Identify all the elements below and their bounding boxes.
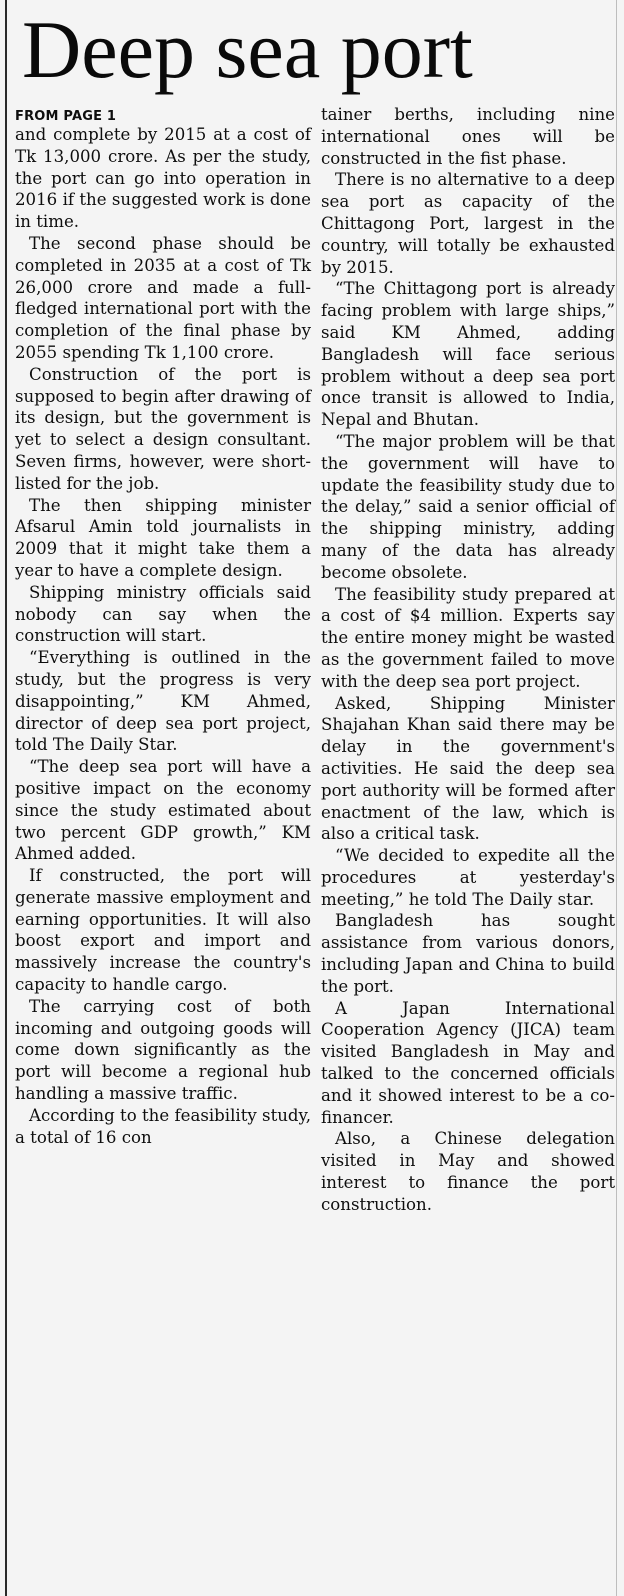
paragraph: Also, a Chinese delegation visited in May and showed interest to finance the port construction.	[321, 1129, 615, 1214]
paragraph: Bangladesh has sought assistance from various donors, including Japan and China to build the port.	[321, 911, 615, 996]
paragraph: tainer berths, including nine international ones will be constructed in the fist phase.	[321, 105, 615, 168]
paragraph: Asked, Shipping Minister Shajahan Khan said there may be delay in the government's activities. He said the deep sea port authority will be formed after enactment of the law, which is also a critical task.	[321, 693, 615, 844]
paragraph: “The deep sea port will have a positive impact on the economy since the study estimated about two percent GDP growth,” KM Ahmed added.	[15, 757, 311, 864]
paragraph: If constructed, the port will generate massive employment and earning opportunities. It will also boost export and import and massively increase the country's capacity to handle cargo.	[15, 866, 311, 995]
column-rule-left	[5, 0, 7, 1596]
continuation-kicker: FROM PAGE 1	[15, 109, 117, 124]
paragraph: and complete by 2015 at a cost of Tk 13,000 crore. As per the study, the port can go into operation in 2016 if the suggested work is done in time.	[15, 125, 311, 232]
paragraph: “The major problem will be that the government will have to update the feasibility study due to the delay,” said a senior official of the shipping ministry, adding many of the data has already become obsolete.	[321, 431, 615, 582]
paragraph: The second phase should be completed in 2035 at a cost of Tk 26,000 crore and made a full-fledged international port with the completion of the final phase by 2055 spending Tk 1,100 crore.	[15, 233, 311, 362]
paragraph: Shipping ministry officials said nobody can say when the construction will start.	[15, 582, 311, 646]
article-column-left	[15, 108, 311, 1148]
column-rule-right	[616, 0, 617, 1596]
paragraph: According to the feasibility study, a total of 16 con	[15, 1105, 311, 1147]
paragraph: A Japan International Cooperation Agency (JICA) team visited Bangladesh in May and talked to the concerned officials and it showed interest to be a cofinancer.	[321, 998, 615, 1127]
paragraph: Construction of the port is supposed to begin after drawing of its design, but the government is yet to select a design consultant. Seven firms, however, were shortlisted for the job.	[15, 364, 311, 493]
paragraph: “We decided to expedite all the procedures at yesterday's meeting,” he told The Daily star.	[321, 846, 615, 909]
paragraph: The carrying cost of both incoming and outgoing goods will come down significantly as the port will become a regional hub handling a massive traffic.	[15, 996, 311, 1104]
paragraph: The feasibility study prepared at a cost of $4 million. Experts say the entire money might be wasted as the government failed to move with the deep sea port project.	[321, 584, 615, 691]
article-column-right	[321, 104, 615, 1216]
paragraph: There is no alternative to a deep sea port as capacity of the Chittagong Port, largest in the country, will totally be exhausted by 2015.	[321, 170, 615, 277]
paragraph: The then shipping minister Afsarul Amin told journalists in 2009 that it might take them a year to have a complete design.	[15, 495, 311, 580]
paragraph: “Everything is outlined in the study, but the progress is very disappointing,” KM Ahmed, director of deep sea port project, told The Daily Star.	[15, 648, 311, 755]
headline: Deep sea port	[22, 4, 473, 95]
paragraph: “The Chittagong port is already facing problem with large ships,” said KM Ahmed, adding Bangladesh will face serious problem without a deep sea port once transit is allowed to India, Nepal and Bhutan.	[321, 279, 615, 430]
